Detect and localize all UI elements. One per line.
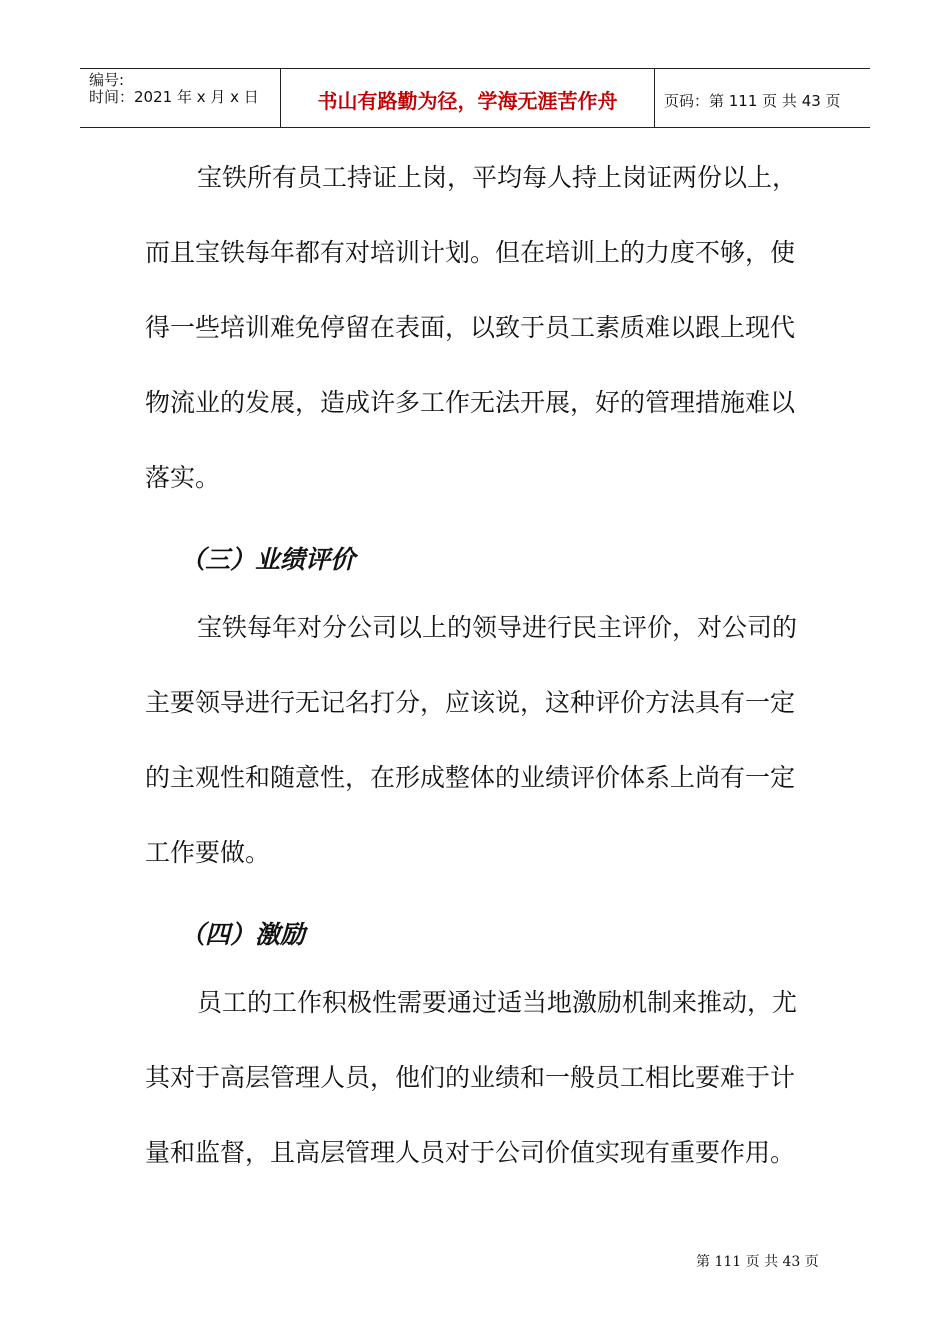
- header-meta-cell: [80, 69, 281, 127]
- page-footer-number: 第 111 页 共 43 页: [696, 1254, 819, 1270]
- paragraph-line: 宝铁每年对分公司以上的领导进行民主评价，对公司的: [197, 613, 798, 642]
- paragraph-line: 量和监督，且高层管理人员对于公司价值实现有重要作用。: [145, 1138, 796, 1167]
- paragraph-line: 员工的工作积极性需要通过适当地激励机制来推动，尤: [197, 988, 798, 1017]
- header-page-number: 页码：第 111 页 共 43 页: [664, 92, 841, 110]
- paragraph-line: 物流业的发展，造成许多工作无法开展，好的管理措施难以: [145, 388, 796, 417]
- header-motto-cell: [281, 69, 655, 127]
- header-page-cell: [655, 69, 870, 127]
- header-motto: 书山有路勤为径，学海无涯苦作舟: [317, 89, 618, 113]
- paragraph-line: 主要领导进行无记名打分，应该说，这种评价方法具有一定: [145, 688, 796, 717]
- paragraph-line: 落实。: [145, 463, 221, 492]
- paragraph-line: 其对于高层管理人员，他们的业绩和一般员工相比要难于计: [145, 1063, 796, 1092]
- paragraph-line: 宝铁所有员工持证上岗，平均每人持上岗证两份以上，: [197, 163, 798, 192]
- paragraph-line: 得一些培训难免停留在表面，以致于员工素质难以跟上现代: [145, 313, 796, 342]
- paragraph-line: 而且宝铁每年都有对培训计划。但在培训上的力度不够，使: [145, 238, 796, 267]
- page-header: [80, 68, 870, 128]
- document-code-label: 编号:: [89, 71, 125, 89]
- document-time-label: 时间：2021 年 x 月 x 日: [89, 88, 259, 106]
- paragraph-line: 的主观性和随意性，在形成整体的业绩评价体系上尚有一定: [145, 763, 796, 792]
- section-heading: （四）激励: [180, 920, 306, 949]
- paragraph-line: 工作要做。: [145, 838, 271, 867]
- section-heading: （三）业绩评价: [180, 545, 356, 574]
